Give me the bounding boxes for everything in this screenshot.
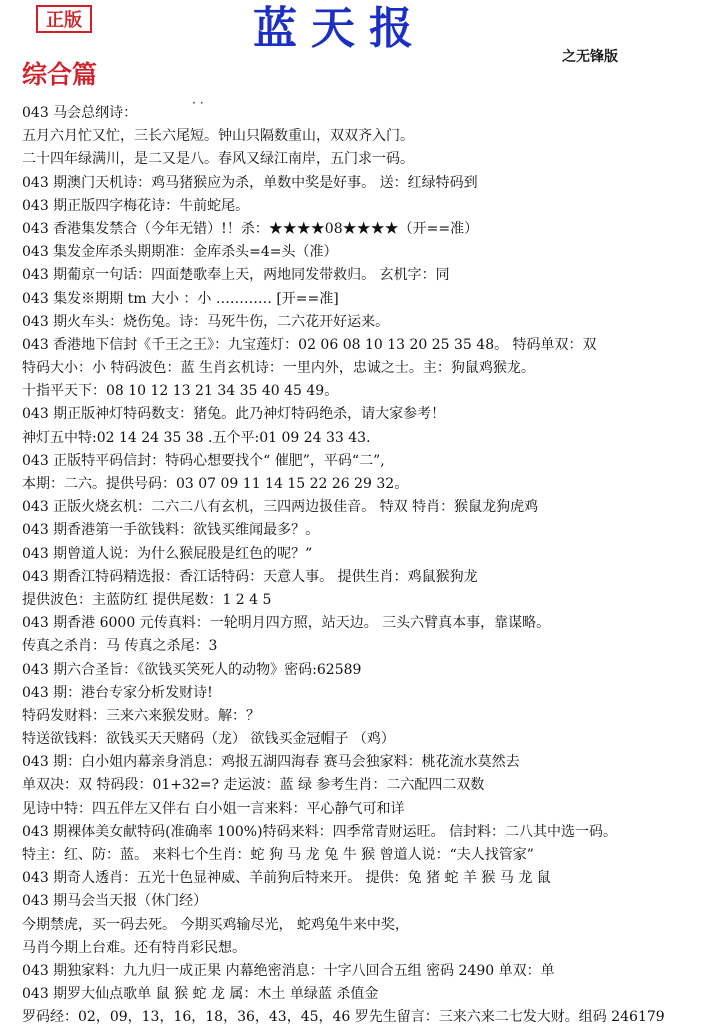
text-line: 043 期马会当天报（休门经） xyxy=(22,893,208,910)
text-line: 十指平天下：08 10 12 13 21 34 35 40 45 49。 xyxy=(22,383,339,400)
text-line: 马肖今期上台难。还有特肖彩民想。 xyxy=(22,939,246,956)
text-line: 043 香港集发禁合（今年无错）!！杀：★★★★08★★★★（开==准） xyxy=(22,220,479,237)
text-line: 043 马会总纲诗： xyxy=(22,105,138,121)
text-line: 二十四年绿满川，是二又是八。春风又绿江南岸，五门求一码。 xyxy=(22,151,414,168)
text-line: 043 期正版四字梅花诗：牛前蛇尾。 xyxy=(22,197,250,214)
text-line: 043 集发※期期 tm 大小 ：小 ………… [开==准] xyxy=(22,290,339,307)
text-line: 见诗中特：四五伴左又伴右 白小姐一言来料：平心静气可和详 xyxy=(22,800,405,817)
text-line: 单双决：双 特码段：01+32=? 走运波：蓝 绿 参考生肖：二六配四二双数 xyxy=(22,777,485,794)
section-heading: 综合篇 xyxy=(22,60,98,89)
text-line: 043 期香江特码精选报：香江话特码：天意人事。 提供生肖：鸡鼠猴狗龙 xyxy=(22,568,478,585)
text-line: 传真之杀肖：马 传真之杀尾：3 xyxy=(22,638,218,655)
text-line: 043 期香港第一手欲钱料：欲钱买维闻最多？。 xyxy=(22,522,320,539)
decorative-dots: ·· xyxy=(192,96,208,110)
text-line: 特送欲钱料：欲钱买天天赌码（龙） 欲钱买金冠帽子 （鸡） xyxy=(22,731,395,748)
text-line: 043 期独家料：九九归一成正果 内幕绝密消息：十字八回合五组 密码 2490 单双：单 xyxy=(22,962,555,979)
text-line: 043 期：白小姐内幕亲身消息：鸡报五湖四海春 赛马会独家料：桃花流水莫然去 xyxy=(22,754,520,771)
text-line: 五月六月忙又忙，三长六尾短。钟山只隔数重山，双双齐入门。 xyxy=(22,128,414,145)
text-line: 今期禁虎，买一码去死。 今期买鸡输尽光， 蛇鸡兔牛来中奖， xyxy=(22,916,409,933)
edition-label: 之无锋版 xyxy=(562,49,618,65)
text-line: 043 集发金库杀头期期准：金库杀头=4=头（准） xyxy=(22,244,338,261)
text-line: 043 期曾道人说：为什么猴屁股是红色的呢？” xyxy=(22,545,313,562)
text-line: 043 期：港台专家分析发财诗! xyxy=(22,684,213,701)
text-line: 043 香港地下信封《千王之王》：九宝莲灯：02 06 08 10 13 20 25 35 48。 特码单双：双 xyxy=(22,336,597,353)
text-line: 043 期香港 6000 元传真料：一轮明月四方照，站天边。 三头六臂真本事，靠谋略。 xyxy=(22,615,551,632)
text-line: 特码发财料：三来六来猴发财。解：？ xyxy=(22,707,260,724)
text-line: 罗码经：02，09，13，16，18，36，43，45，46 罗先生留言：三来六来二七发大财。组码 246179 xyxy=(22,1009,665,1026)
text-line: 043 期火车头：烧伤兔。诗：马死牛伤，二六花开好运来。 xyxy=(22,313,390,330)
text-line: 043 期澳门天机诗：鸡马猪猴应为杀，单数中奖是好事。 送：红绿特码到 xyxy=(22,174,478,191)
text-line: 特主：红、防：蓝。 来料七个生肖：蛇 狗 马 龙 兔 牛 猴 曾道人说：“夫人找管家” xyxy=(22,847,534,863)
text-line: 043 期裸体美女献特码(准确率 100%)特码来料：四季常青财运旺。 信封料：二八其中选一码。 xyxy=(22,823,618,840)
text-line: 本期：二六。提供号码：03 07 09 11 14 15 22 26 29 32。 xyxy=(22,476,409,492)
text-line: 043 正版特平码信封：特码心想要找个“ 催肥”，平码“二”, xyxy=(22,452,385,469)
text-line: 提供波色：主蓝防红 提供尾数：1 2 4 5 xyxy=(22,591,272,608)
text-line: 043 期葡京一句话：四面楚歌奉上天，两地同发带救归。 玄机字：同 xyxy=(22,267,450,284)
text-line: 043 正版火烧玄机：二六二八有玄机，三四两边扱佳音。 特双 特肖：猴鼠龙狗虎鸡 xyxy=(22,499,539,516)
text-line: 043 期奇人透肖：五光十色显神威、羊前狗后特来开。 提供：兔 猪 蛇 羊 猴 马 龙 鼠 xyxy=(22,870,551,887)
text-line: 特码大小：小 特码波色：蓝 生肖玄机诗：一里内外，忠诚之士。主：狗鼠鸡猴龙。 xyxy=(22,360,535,377)
text-line: 043 期六合圣旨：《欲钱买笑死人的动物》密码:62589 xyxy=(22,661,362,678)
text-line: 043 期罗大仙点歌单 鼠 猴 蛇 龙 属：木土 单绿蓝 杀值金 xyxy=(22,986,379,1003)
text-line: 043 期正版神灯特码数支：猪兔。此乃神灯特码绝杀，请大家参考！ xyxy=(22,406,446,423)
newspaper-title: 蓝天报 xyxy=(253,3,427,54)
genuine-stamp: 正版 xyxy=(36,5,92,33)
article-body xyxy=(22,102,722,1030)
text-line: 神灯五中特:02 14 24 35 38 .五个平:01 09 24 33 43. xyxy=(22,429,371,446)
